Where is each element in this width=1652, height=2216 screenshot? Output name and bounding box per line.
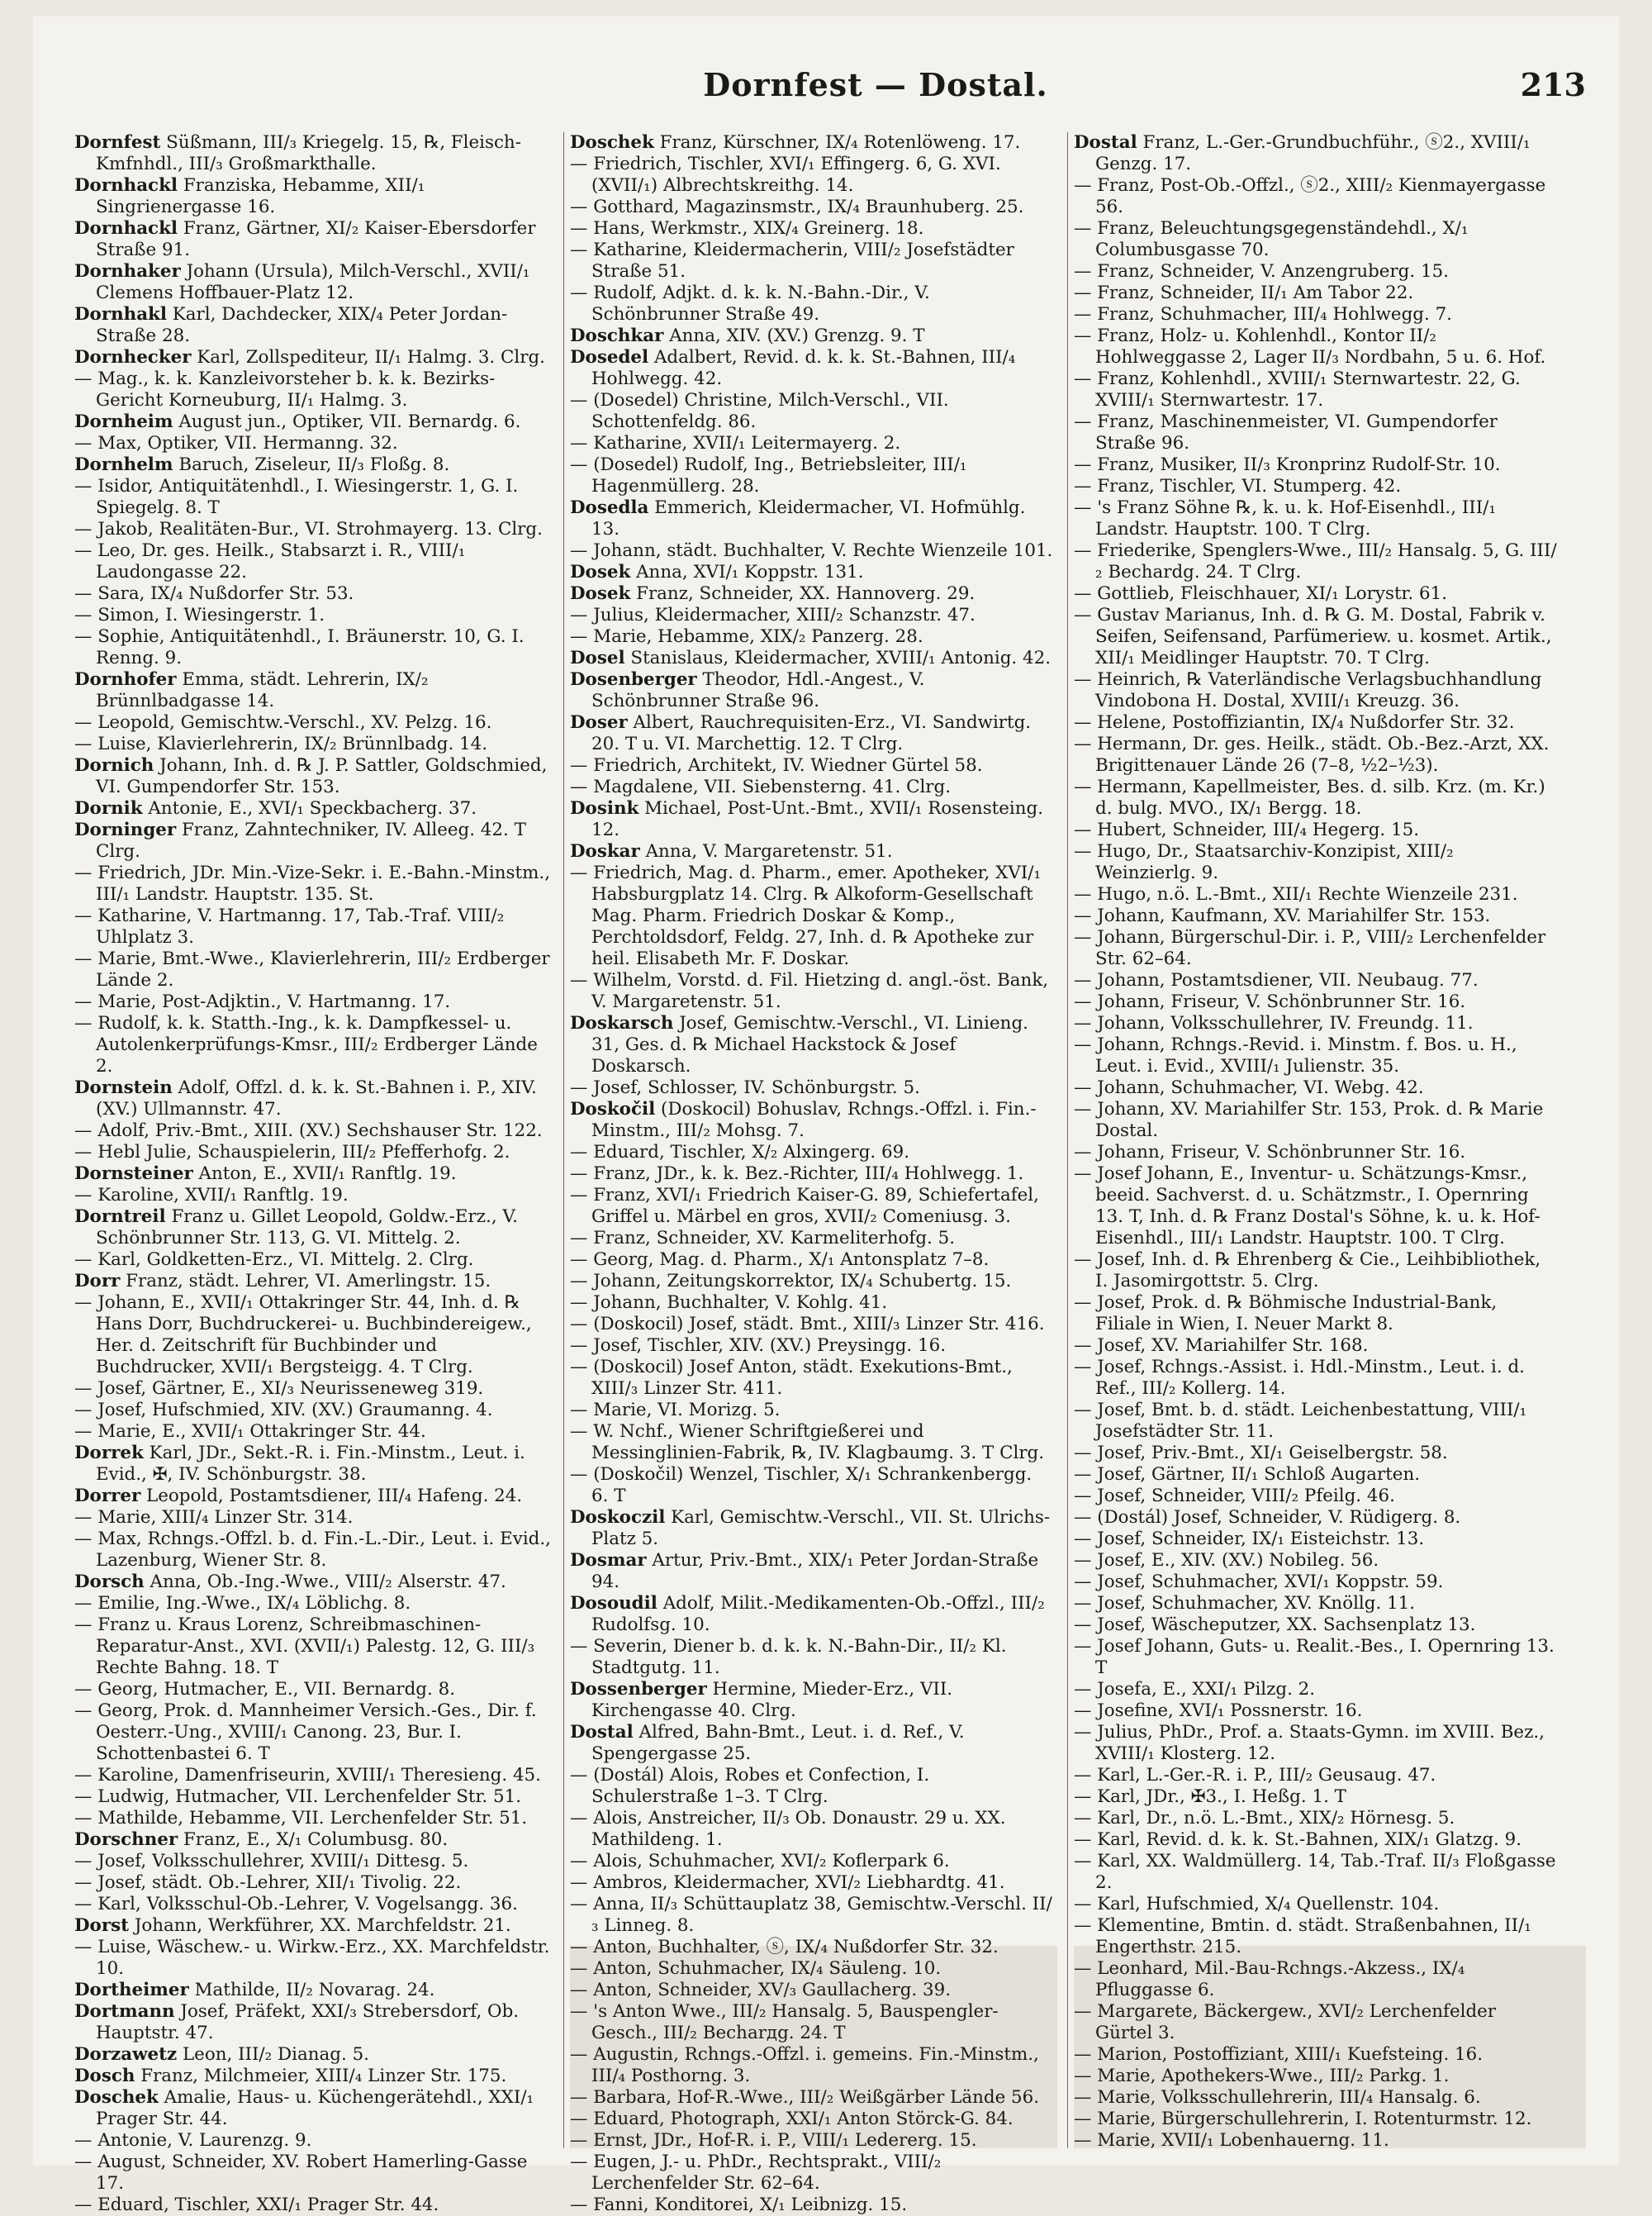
directory-entry: Doskar Anna, V. Margaretenstr. 51. [570, 841, 893, 862]
directory-entry: Dostal Alfred, Bahn-Bmt., Leut. i. d. Ref., V. Spengergasse 25. [570, 1722, 965, 1764]
directory-entry: — Josef, Tischler, XIV. (XV.) Preysingg. 16. [570, 1335, 947, 1356]
directory-entry: — Magdalene, VII. Siebensterng. 41. Clrg. [570, 777, 952, 797]
directory-entry: — Johann, Friseur, V. Schönbrunner Str. 16. [1074, 991, 1466, 1012]
directory-entry: Doskarsch Josef, Gemischtw.-Verschl., VI. Linieng. 31, Ges. d. ℞ Michael Hackstock & Josef Doskarsch. [570, 1013, 1028, 1077]
directory-entry: — Karl, L.-Ger.-R. i. P., III/₂ Geusaug. 47. [1074, 1765, 1436, 1786]
directory-entry: — Katharine, XVII/₁ Leitermayerg. 2. [570, 433, 901, 454]
directory-entry: — Josef, Inh. d. ℞ Ehrenberg & Cie., Leihbibliothek, I. Jasomirgottstr. 5. Clrg. [1074, 1249, 1541, 1291]
directory-entry: — Luise, Wäschew.- u. Wirkw.-Erz., XX. Marchfeldstr. 10. [74, 1937, 550, 1979]
directory-entry: — Leo, Dr. ges. Heilk., Stabsarzt i. R., VIII/₁ Laudongasse 22. [74, 540, 466, 583]
directory-entry: — Josef, Schuhmacher, XV. Knöllg. 11. [1074, 1593, 1416, 1614]
directory-entry: Dorrek Karl, JDr., Sekt.-R. i. Fin.-Minstm., Leut. i. Evid., ✠, IV. Schönburgstr. 38. [74, 1443, 525, 1485]
directory-entry: — Friedrich, Tischler, XVI/₁ Effingerg. 6, G. XVI. (XVII/₁) Albrechtskreithg. 14. [570, 154, 1001, 196]
directory-entry: — Franz, Beleuchtungsgegenständehdl., X/₁ Columbusgasse 70. [1074, 218, 1469, 260]
directory-entry: — Marion, Postoffiziant, XIII/₁ Kuefsteing. 16. [1074, 2044, 1483, 2065]
directory-entry: — Georg, Hutmacher, E., VII. Bernardg. 8. [74, 1679, 455, 1700]
directory-entry: — Severin, Diener b. d. k. k. N.-Bahn-Dir., II/₂ Kl. Stadtgutg. 11. [570, 1636, 1007, 1678]
directory-entry: — Alois, Anstreicher, II/₃ Ob. Donaustr. 29 u. XX. Mathildeng. 1. [570, 1808, 1006, 1850]
directory-entry: — August, Schneider, XV. Robert Hamerling-Gasse 17. [74, 2152, 528, 2194]
directory-entry: — Eduard, Photograph, XXI/₁ Anton Störck-G. 84. [570, 2109, 1014, 2129]
directory-entry: Dorrer Leopold, Postamtsdiener, III/₄ Hafeng. 24. [74, 1486, 523, 1506]
directory-entry: — Ernst, JDr., Hof-R. i. P., VIII/₁ Ledererg. 15. [570, 2130, 977, 2151]
directory-entry: — Josef, Priv.-Bmt., XI/₁ Geiselbergstr. 58. [1074, 1443, 1448, 1463]
directory-entry: Dortmann Josef, Präfekt, XXI/₃ Strebersdorf, Ob. Hauptstr. 47. [74, 2001, 520, 2043]
directory-entry: — Josef, XV. Mariahilfer Str. 168. [1074, 1335, 1369, 1356]
directory-entry: — Klementine, Bmtin. d. städt. Straßenbahnen, II/₁ Engerthstr. 215. [1074, 1915, 1531, 1957]
directory-entry: — Josef, Gärtner, II/₁ Schloß Augarten. [1074, 1464, 1421, 1485]
directory-entry: Dornstein Adolf, Offzl. d. k. k. St.-Bahnen i. P., XIV. (XV.) Ullmannstr. 47. [74, 1077, 537, 1120]
directory-entry: — Franz u. Kraus Lorenz, Schreibmaschinen-Reparatur-Anst., XVI. (XVII/₁) Palestg. 12, G. III/₃ Rechte Bahng. 18. T [74, 1614, 535, 1678]
directory-entry: — Hans, Werkmstr., XIX/₄ Greinerg. 18. [570, 218, 924, 239]
column-2 [570, 132, 1053, 2215]
directory-entry: — Wilhelm, Vorstd. d. Fil. Hietzing d. angl.-öst. Bank, V. Margaretenstr. 51. [570, 970, 1049, 1012]
directory-entry: — Hermann, Kapellmeister, Bes. d. silb. Krz. (m. Kr.) d. bulg. MVO., IX/₁ Bergg. 18. [1074, 777, 1545, 819]
directory-entry: Doschek Amalie, Haus- u. Küchengerätehdl., XXI/₁ Prager Str. 44. [74, 2087, 534, 2129]
directory-entry: Dossenberger Hermine, Mieder-Erz., VII. Kirchengasse 40. Clrg. [570, 1679, 953, 1721]
running-title: Dornfest — Dostal. [703, 66, 1048, 103]
directory-entry: — Josefa, E., XXI/₁ Pilzg. 2. [1074, 1679, 1316, 1700]
directory-entry: — Marie, Volksschullehrerin, III/₄ Hansalg. 6. [1074, 2087, 1481, 2108]
directory-entry: — (Doskocil) Josef, städt. Bmt., XIII/₃ Linzer Str. 416. [570, 1314, 1045, 1334]
directory-entry: — Katharine, Kleidermacherin, VIII/₂ Josefstädter Straße 51. [570, 240, 1014, 282]
directory-entry: — Johann, Postamtsdiener, VII. Neubaug. 77. [1074, 970, 1479, 991]
directory-entry: Doskočil (Doskocil) Bohuslav, Rchngs.-Offzl. i. Fin.-Minstm., III/₂ Mohsg. 7. [570, 1099, 1037, 1141]
directory-entry: — Josef, Wäscheputzer, XX. Sachsenplatz 13. [1074, 1614, 1476, 1635]
directory-entry: — Johann, Volksschullehrer, IV. Freundg. 11. [1074, 1013, 1474, 1034]
directory-entry: — Hugo, n.ö. L.-Bmt., XII/₁ Rechte Wienzeile 231. [1074, 884, 1518, 905]
directory-entry: — Marie, VI. Morizg. 5. [570, 1400, 781, 1420]
directory-entry: — Karl, Revid. d. k. k. St.-Bahnen, XIX/₁ Glatzg. 9. [1074, 1829, 1522, 1850]
directory-entry: — Antonie, V. Laurenzg. 9. [74, 2130, 312, 2151]
directory-entry: Dornfest Süßmann, III/₃ Kriegelg. 15, ℞, Fleisch-Kmfnhdl., III/₃ Großmarkthalle. [74, 132, 521, 174]
directory-entry: — Barbara, Hof-R.-Wwe., III/₂ Weißgärber Lände 56. [570, 2087, 1040, 2108]
directory-entry: — Josef, Schuhmacher, XVI/₁ Koppstr. 59. [1074, 1572, 1444, 1592]
directory-entry: — Franz, Maschinenmeister, VI. Gumpendorfer Straße 96. [1074, 411, 1498, 454]
directory-entry: — Josef Johann, E., Inventur- u. Schätzungs-Kmsr., beeid. Sachverst. d. u. Schätzmstr., I. Opernring 13. T, Inh. d. ℞ Franz Dostal's Söhne, k. u. k. Hof-Eisenhdl., III/₁ Landstr. Hauptstr. 100. T Clrg. [1074, 1163, 1540, 1248]
directory-entry: — Johann, städt. Buchhalter, V. Rechte Wienzeile 101. [570, 540, 1053, 561]
directory-entry: Dorninger Franz, Zahntechniker, IV. Alleeg. 42. T Clrg. [74, 820, 526, 862]
directory-entry: Doskoczil Karl, Gemischtw.-Verschl., VII. St. Ulrichs-Platz 5. [570, 1507, 1051, 1549]
directory-entry: — Rudolf, Adjkt. d. k. k. N.-Bahn.-Dir., V. Schönbrunner Straße 49. [570, 283, 930, 325]
directory-entry: — Helene, Postoffiziantin, IX/₄ Nußdorfer Str. 32. [1074, 712, 1515, 733]
directory-entry: — Fanni, Konditorei, X/₁ Leibnizg. 15. [570, 2195, 908, 2215]
directory-entry: — Leonhard, Mil.-Bau-Rchngs.-Akzess., IX/₄ Pfluggasse 6. [1074, 1958, 1465, 2000]
column-3 [1074, 132, 1557, 2151]
directory-entry: Dosek Anna, XVI/₁ Koppstr. 131. [570, 562, 864, 583]
directory-entry: — Sara, IX/₄ Nußdorfer Str. 53. [74, 583, 354, 604]
directory-entry: — Johann, Kaufmann, XV. Mariahilfer Str. 153. [1074, 906, 1491, 926]
directory-entry: — Franz, Schneider, XV. Karmeliterhofg. 5. [570, 1228, 956, 1248]
directory-entry: — Johann, Buchhalter, V. Kohlg. 41. [570, 1292, 888, 1313]
directory-entry: Dosedel Adalbert, Revid. d. k. k. St.-Bahnen, III/₄ Hohlwegg. 42. [570, 347, 1016, 389]
directory-entry: Dosenberger Theodor, Hdl.-Angest., V. Schönbrunner Straße 96. [570, 669, 925, 711]
directory-entry: — Hermann, Dr. ges. Heilk., städt. Ob.-Bez.-Arzt, XX. Brigittenauer Lände 26 (7–8, ½2–½3). [1074, 734, 1550, 776]
directory-entry: — Friedrich, Architekt, IV. Wiedner Gürtel 58. [570, 755, 983, 776]
directory-entry: — Josef, E., XIV. (XV.) Nobileg. 56. [1074, 1550, 1379, 1571]
directory-entry: — Josef Johann, Guts- u. Realit.-Bes., I. Opernring 13. T [1074, 1636, 1555, 1678]
directory-entry: Dornhecker Karl, Zollspediteur, II/₁ Halmg. 3. Clrg. [74, 347, 545, 368]
directory-entry: — Karoline, XVII/₁ Ranftlg. 19. [74, 1185, 349, 1205]
directory-entry: — Josef, Prok. d. ℞ Böhmische Industrial-Bank, Filiale in Wien, I. Neuer Markt 8. [1074, 1292, 1498, 1334]
directory-entry: — Karoline, Damenfriseurin, XVIII/₁ Theresieng. 45. [74, 1765, 541, 1786]
directory-entry: — Emilie, Ing.-Wwe., IX/₄ Löblichg. 8. [74, 1593, 411, 1614]
directory-entry: Dornhackl Franziska, Hebamme, XII/₁ Singrienergasse 16. [74, 175, 425, 217]
directory-entry: — Ambros, Kleidermacher, XVI/₂ Liebhardtg. 41. [570, 1872, 1005, 1893]
directory-entry: — (Doskocil) Josef Anton, städt. Exekutions-Bmt., XIII/₃ Linzer Str. 411. [570, 1357, 1013, 1399]
directory-entry: — Franz, Schuhmacher, III/₄ Hohlwegg. 7. [1074, 304, 1452, 325]
directory-entry: — Josef, Volksschullehrer, XVIII/₁ Dittesg. 5. [74, 1851, 469, 1871]
directory-entry: — (Dostál) Josef, Schneider, V. Rüdigerg. 8. [1074, 1507, 1461, 1528]
directory-entry: — Georg, Mag. d. Pharm., X/₁ Antonsplatz 7–8. [570, 1249, 990, 1270]
directory-entry: — Augustin, Rchngs.-Offzl. i. gemeins. Fin.-Minstm., III/₄ Posthorng. 3. [570, 2044, 1039, 2086]
directory-entry: — Johann, Friseur, V. Schönbrunner Str. 16. [1074, 1142, 1466, 1163]
directory-entry: — Franz, Musiker, II/₃ Kronprinz Rudolf-Str. 10. [1074, 454, 1501, 475]
directory-entry: — Max, Optiker, VII. Hermanng. 32. [74, 433, 398, 454]
directory-entry: — Josef, Bmt. b. d. städt. Leichenbestattung, VIII/₁ Josefstädter Str. 11. [1074, 1400, 1527, 1442]
directory-entry: — Eduard, Tischler, XXI/₁ Prager Str. 44. [74, 2195, 439, 2215]
directory-entry: — Johann, Schuhmacher, VI. Webg. 42. [1074, 1077, 1424, 1098]
directory-entry: — Franz, Post-Ob.-Offzl., ⓢ2., XIII/₂ Kienmayergasse 56. [1074, 175, 1546, 217]
directory-entry: — Anton, Schuhmacher, IX/₄ Säuleng. 10. [570, 1958, 942, 1979]
directory-entry: Dornhelm Baruch, Ziseleur, II/₃ Floßg. 8. [74, 454, 450, 475]
directory-entry: — (Dosedel) Rudolf, Ing., Betriebsleiter, III/₁ Hagenmüllerg. 28. [570, 454, 967, 497]
directory-entry: — Anton, Schneider, XV/₃ Gaullacherg. 39. [570, 1980, 952, 2000]
directory-entry: — Marie, XVII/₁ Lobenhauerng. 11. [1074, 2130, 1389, 2151]
directory-entry: — Mag., k. k. Kanzleivorsteher b. k. k. Bezirks-Gericht Korneuburg, II/₁ Halmg. 3. [74, 369, 496, 411]
directory-entry: — Leopold, Gemischtw.-Verschl., XV. Pelzg. 16. [74, 712, 492, 733]
directory-entry: — Gotthard, Magazinsmstr., IX/₄ Braunhuberg. 25. [570, 197, 1024, 217]
directory-entry: — Friedrich, Mag. d. Pharm., emer. Apotheker, XVI/₁ Habsburgplatz 14. Clrg. ℞ Alkoform-Gesellschaft Mag. Pharm. Friedrich Doskar & Komp., Perchtoldsdorf, Feldg. 27, Inh. d. ℞ Apotheke zur heil. Elisabeth Mr. F. Doskar. [570, 863, 1042, 969]
directory-entry: — Adolf, Priv.-Bmt., XIII. (XV.) Sechshauser Str. 122. [74, 1120, 543, 1141]
directory-entry: — Karl, Dr., n.ö. L.-Bmt., XIX/₂ Hörnesg. 5. [1074, 1808, 1455, 1828]
directory-entry: — Josef, Schlosser, IV. Schönburgstr. 5. [570, 1077, 920, 1098]
directory-entry: Dornheim August jun., Optiker, VII. Bernardg. 6. [74, 411, 521, 432]
directory-entry: — Gustav Marianus, Inh. d. ℞ G. M. Dostal, Fabrik v. Seifen, Seifensand, Parfümeriew. u. kosmet. Artik., XII/₁ Meidlinger Hauptstr. 70. T Clrg. [1074, 605, 1552, 668]
directory-entry: Dorzawetz Leon, III/₂ Dianag. 5. [74, 2044, 369, 2065]
directory-entry: — Friedrich, JDr. Min.-Vize-Sekr. i. E.-Bahn.-Minstm., III/₁ Landstr. Hauptstr. 135. St. [74, 863, 550, 905]
directory-entry: — Franz, JDr., k. k. Bez.-Richter, III/₄ Hohlwegg. 1. [570, 1163, 1024, 1184]
directory-entry: — Luise, Klavierlehrerin, IX/₂ Brünnlbadg. 14. [74, 734, 488, 754]
directory-page [33, 17, 1619, 2215]
directory-entry: — Hugo, Dr., Staatsarchiv-Konzipist, XIII/₂ Weinzierlg. 9. [1074, 841, 1454, 883]
directory-entry: — Karl, JDr., ✠3., I. Heßg. 1. T [1074, 1786, 1346, 1807]
directory-entry: — Marie, XIII/₄ Linzer Str. 314. [74, 1507, 354, 1528]
directory-entry: — Heinrich, ℞ Vaterländische Verlagsbuchhandlung Vindobona H. Dostal, XVIII/₁ Kreuzg. 36. [1074, 669, 1542, 711]
directory-entry: Dostal Franz, L.-Ger.-Grundbuchführ., ⓢ2., XVIII/₁ Genzg. 17. [1074, 132, 1531, 174]
directory-entry: — Hebl Julie, Schauspielerin, III/₂ Pfefferhofg. 2. [74, 1142, 510, 1163]
directory-entry: — Karl, Goldketten-Erz., VI. Mittelg. 2. Clrg. [74, 1249, 474, 1270]
column-rule [1067, 132, 1068, 2148]
directory-entry: — 's Anton Wwe., III/₂ Hansalg. 5, Bauspengler-Gesch., III/₂ Becharдg. 24. T [570, 2001, 999, 2043]
directory-entry: — Franz, XVI/₁ Friedrich Kaiser-G. 89, Schiefertafel, Griffel u. Märbel en gros, XVII/₂ Comeniusg. 3. [570, 1185, 1039, 1227]
directory-entry: — Johann, Bürgerschul-Dir. i. P., VIII/₂ Lerchenfelder Str. 62–64. [1074, 927, 1546, 969]
directory-entry: — Johann, XV. Mariahilfer Str. 153, Prok. d. ℞ Marie Dostal. [1074, 1099, 1544, 1141]
directory-entry: Dornsteiner Anton, E., XVII/₁ Ranftlg. 19. [74, 1163, 457, 1184]
directory-entry: — Marie, Bürgerschullehrerin, I. Rotenturmstr. 12. [1074, 2109, 1532, 2129]
directory-entry: — Mathilde, Hebamme, VII. Lerchenfelder Str. 51. [74, 1808, 528, 1828]
column-1 [74, 132, 558, 2215]
directory-entry: Dosmar Artur, Priv.-Bmt., XIX/₁ Peter Jordan-Straße 94. [570, 1550, 1039, 1592]
directory-entry: — (Dosedel) Christine, Milch-Verschl., VII. Schottenfeldg. 86. [570, 390, 949, 432]
directory-entry: Doschkar Anna, XIV. (XV.) Grenzg. 9. T [570, 326, 925, 346]
directory-entry: — (Doskočil) Wenzel, Tischler, X/₁ Schrankenbergg. 6. T [570, 1464, 1032, 1506]
directory-entry: — Anna, II/₃ Schüttauplatz 38, Gemischtw.-Verschl. II/₃ Linneg. 8. [570, 1894, 1052, 1936]
directory-entry: Dosel Stanislaus, Kleidermacher, XVIII/₁ Antonig. 42. [570, 648, 1051, 668]
directory-entry: — Ludwig, Hutmacher, VII. Lerchenfelder Str. 51. [74, 1786, 522, 1807]
directory-entry: — Josef, Rchngs.-Assist. i. Hdl.-Minstm., Leut. i. d. Ref., III/₂ Kollerg. 14. [1074, 1357, 1525, 1399]
directory-entry: — Franz, Schneider, V. Anzengruberg. 15. [1074, 261, 1449, 282]
directory-entry: — Franz, Holz- u. Kohlenhdl., Kontor II/₂ Hohlweggasse 2, Lager II/₃ Nordbahn, 5 u. 6. Hof. [1074, 326, 1546, 368]
directory-entry: — Marie, Hebamme, XIX/₂ Panzerg. 28. [570, 626, 923, 647]
directory-entry: — Marie, Apothekers-Wwe., III/₂ Parkg. 1. [1074, 2066, 1450, 2086]
directory-entry: — Gottlieb, Fleischhauer, XI/₁ Lorystr. 61. [1074, 583, 1448, 604]
directory-entry: — Josef, Schneider, VIII/₂ Pfeilg. 46. [1074, 1486, 1395, 1506]
column-rule [563, 132, 564, 2148]
directory-entry: Dorr Franz, städt. Lehrer, VI. Amerlingstr. 15. [74, 1271, 491, 1291]
directory-entry: — Karl, Volksschul-Ob.-Lehrer, V. Vogelsangg. 36. [74, 1894, 518, 1914]
directory-entry: — Hubert, Schneider, III/₄ Hegerg. 15. [1074, 820, 1420, 840]
directory-entry: — Johann, E., XVII/₁ Ottakringer Str. 44, Inh. d. ℞ Hans Dorr, Buchdruckerei- u. Buchbindereigew., Her. d. Zeitschrift für Buchbinder und Buchdrucker, XVII/₁ Bergsteigg. 4. T Clrg. [74, 1292, 532, 1377]
directory-entry: — Johann, Rchngs.-Revid. i. Minstm. f. Bos. u. H., Leut. i. Evid., XVIII/₁ Julienstr. 35. [1074, 1034, 1517, 1077]
directory-entry: — Marie, Bmt.-Wwe., Klavierlehrerin, III/₂ Erdberger Lände 2. [74, 949, 550, 991]
directory-entry: — Margarete, Bäckergew., XVI/₂ Lerchenfelder Gürtel 3. [1074, 2001, 1497, 2043]
directory-entry: Dorsch Anna, Ob.-Ing.-Wwe., VIII/₂ Alserstr. 47. [74, 1572, 506, 1592]
directory-entry: Dorst Johann, Werkführer, XX. Marchfeldstr. 21. [74, 1915, 511, 1936]
directory-entry: — Karl, XX. Waldmüllerg. 14, Tab.-Traf. II/₃ Floßgasse 2. [1074, 1851, 1556, 1893]
directory-entry: Dornhaker Johann (Ursula), Milch-Verschl., XVII/₁ Clemens Hoffbauer-Platz 12. [74, 261, 530, 303]
directory-entry: Dortheimer Mathilde, II/₂ Novarag. 24. [74, 1980, 435, 2000]
directory-entry: — Johann, Zeitungskorrektor, IX/₄ Schubertg. 15. [570, 1271, 1012, 1291]
directory-entry: — Marie, E., XVII/₁ Ottakringer Str. 44. [74, 1421, 426, 1442]
directory-entry: Dosink Michael, Post-Unt.-Bmt., XVII/₁ Rosensteing. 12. [570, 798, 1044, 840]
directory-entry: Dosedla Emmerich, Kleidermacher, VI. Hofmühlg. 13. [570, 497, 1026, 540]
directory-entry: Dornich Johann, Inh. d. ℞ J. P. Sattler, Goldschmied, VI. Gumpendorfer Str. 153. [74, 755, 548, 797]
directory-entry: Dosek Franz, Schneider, XX. Hannoverg. 29. [570, 583, 976, 604]
directory-entry: — Katharine, V. Hartmanng. 17, Tab.-Traf. VIII/₂ Uhlplatz 3. [74, 906, 505, 948]
directory-entry: — Karl, Hufschmied, X/₄ Quellenstr. 104. [1074, 1894, 1440, 1914]
directory-entry: Dosoudil Adolf, Milit.-Medikamenten-Ob.-Offzl., III/₂ Rudolfsg. 10. [570, 1593, 1045, 1635]
directory-entry: — Alois, Schuhmacher, XVI/₂ Koflerpark 6. [570, 1851, 950, 1871]
directory-entry: Dornhofer Emma, städt. Lehrerin, IX/₂ Brünnlbadgasse 14. [74, 669, 429, 711]
directory-entry: — Anton, Buchhalter, ⓢ, IX/₄ Nußdorfer Str. 32. [570, 1937, 999, 1957]
directory-entry: Dorschner Franz, E., X/₁ Columbusg. 80. [74, 1829, 449, 1850]
page-header [33, 66, 1619, 124]
directory-entry: — W. Nchf., Wiener Schriftgießerei und Messinglinien-Fabrik, ℞, IV. Klagbaumg. 3. T Clrg. [570, 1421, 1045, 1463]
directory-entry: — Georg, Prok. d. Mannheimer Versich.-Ges., Dir. f. Oesterr.-Ung., XVIII/₁ Canong. 23, Bur. I. Schottenbastei 6. T [74, 1700, 537, 1764]
directory-entry: — Julius, PhDr., Prof. a. Staats-Gymn. im XVIII. Bez., XVIII/₁ Klosterg. 12. [1074, 1722, 1545, 1764]
directory-entry: — Jakob, Realitäten-Bur., VI. Strohmayerg. 13. Clrg. [74, 519, 543, 540]
directory-entry: Dosch Franz, Milchmeier, XIII/₄ Linzer Str. 175. [74, 2066, 507, 2086]
directory-entry: — Rudolf, k. k. Statth.-Ing., k. k. Dampfkessel- u. Autolenkerprüfungs-Kmsr., III/₂ Erdberger Lände 2. [74, 1013, 538, 1077]
page-number: 213 [1520, 66, 1586, 103]
directory-entry: — Sophie, Antiquitätenhdl., I. Bräunerstr. 10, G. I. Renng. 9. [74, 626, 525, 668]
directory-entry: Dornhakl Karl, Dachdecker, XIX/₄ Peter Jordan-Straße 28. [74, 304, 508, 346]
directory-entry: — Julius, Kleidermacher, XIII/₂ Schanzstr. 47. [570, 605, 976, 625]
directory-entry: Dornik Antonie, E., XVI/₁ Speckbacherg. 37. [74, 798, 477, 819]
directory-entry: — Friederike, Spenglers-Wwe., III/₂ Hansalg. 5, G. III/₂ Bechardg. 24. T Clrg. [1074, 540, 1557, 583]
directory-entry: Doschek Franz, Kürschner, IX/₄ Rotenlöweng. 17. [570, 132, 1021, 153]
directory-entry: — Josef, Gärtner, E., XI/₃ Neurisseneweg 319. [74, 1378, 484, 1399]
directory-entry: Doser Albert, Rauchrequisiten-Erz., VI. Sandwirtg. 20. T u. VI. Marchettig. 12. T Clrg. [570, 712, 1032, 754]
directory-entry: — Josef, Schneider, IX/₁ Eisteichstr. 13. [1074, 1529, 1425, 1549]
directory-entry: — Franz, Schneider, II/₁ Am Tabor 22. [1074, 283, 1414, 303]
directory-entry: — Franz, Kohlenhdl., XVIII/₁ Sternwartestr. 22, G. XVIII/₁ Sternwartestr. 17. [1074, 369, 1521, 411]
directory-entry: Dornhackl Franz, Gärtner, XI/₂ Kaiser-Ebersdorfer Straße 91. [74, 218, 536, 260]
directory-entry: — Eduard, Tischler, X/₂ Alxingerg. 69. [570, 1142, 910, 1163]
directory-entry: — Eugen, J.- u. PhDr., Rechtsprakt., VIII/₂ Lerchenfelder Str. 62–64. [570, 2152, 942, 2194]
directory-entry: — Simon, I. Wiesingerstr. 1. [74, 605, 325, 625]
directory-entry: Dorntreil Franz u. Gillet Leopold, Goldw.-Erz., V. Schönbrunner Str. 113, G. VI. Mittelg. 2. [74, 1206, 518, 1248]
directory-entry: — Franz, Tischler, VI. Stumperg. 42. [1074, 476, 1402, 497]
directory-entry: — Max, Rchngs.-Offzl. b. d. Fin.-L.-Dir., Leut. i. Evid., Lazenburg, Wiener Str. 8. [74, 1529, 551, 1571]
directory-entry: — Josef, Hufschmied, XIV. (XV.) Graumanng. 4. [74, 1400, 493, 1420]
directory-entry: — Josefine, XVI/₁ Possnerstr. 16. [1074, 1700, 1363, 1721]
directory-entry: — Marie, Post-Adjktin., V. Hartmanng. 17. [74, 991, 451, 1012]
directory-entry: — (Dostál) Alois, Robes et Confection, I. Schulerstraße 1–3. T Clrg. [570, 1765, 930, 1807]
directory-entry: — 's Franz Söhne ℞, k. u. k. Hof-Eisenhdl., III/₁ Landstr. Hauptstr. 100. T Clrg. [1074, 497, 1496, 540]
directory-entry: — Isidor, Antiquitätenhdl., I. Wiesingerstr. 1, G. I. Spiegelg. 8. T [74, 476, 519, 518]
directory-entry: — Josef, städt. Ob.-Lehrer, XII/₁ Tivolig. 22. [74, 1872, 462, 1893]
